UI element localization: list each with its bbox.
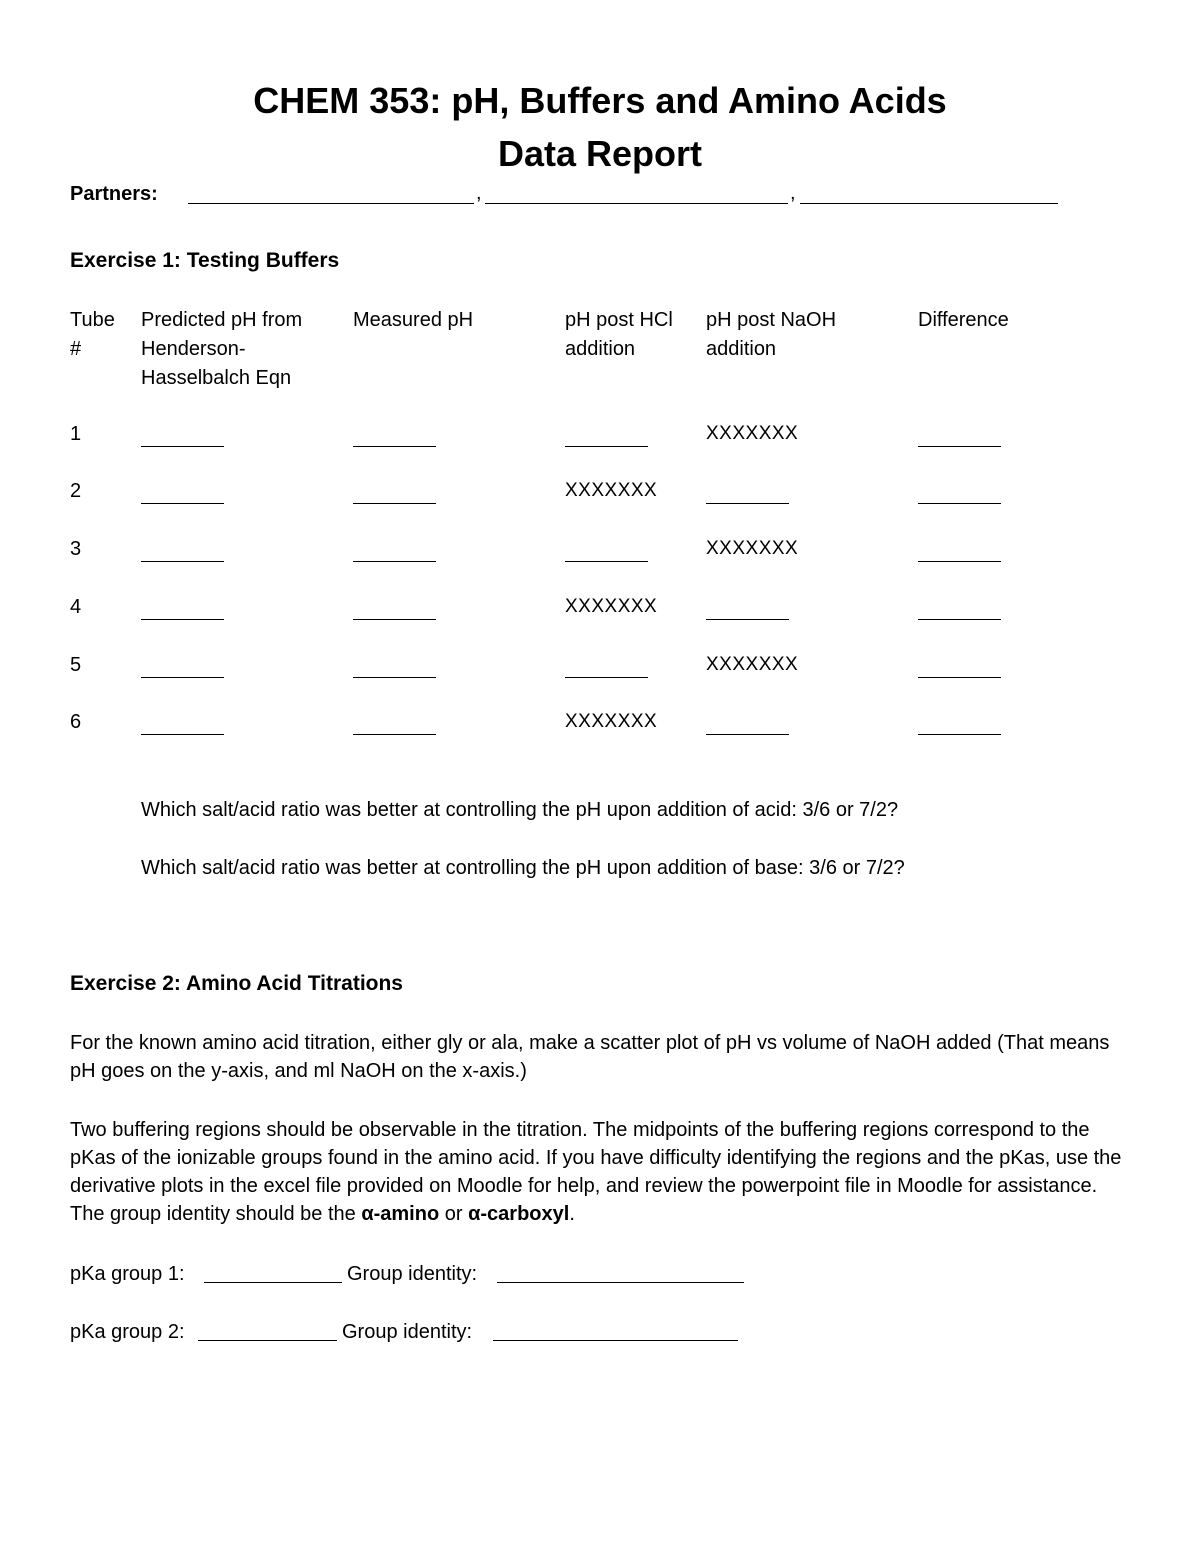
pka-group-2-field[interactable] bbox=[198, 1340, 337, 1341]
tube-number: 2 bbox=[70, 480, 82, 502]
header-difference: Difference bbox=[918, 309, 1009, 331]
header-ph-post-hcl: pH post HCl addition bbox=[565, 309, 673, 360]
partner-separator-1: , bbox=[476, 182, 482, 204]
pka-group-2-label: pKa group 2: bbox=[70, 1321, 185, 1343]
ph-post-naoh-field[interactable] bbox=[706, 734, 789, 735]
difference-field[interactable] bbox=[918, 619, 1001, 620]
header-tube: Tube # bbox=[70, 309, 115, 360]
exercise-2-heading: Exercise 2: Amino Acid Titrations bbox=[70, 972, 403, 995]
hcl-not-applicable: XXXXXXX bbox=[565, 596, 658, 617]
pka-group-1-label: pKa group 1: bbox=[70, 1263, 185, 1285]
header-measured-ph: Measured pH bbox=[353, 309, 474, 331]
predicted-ph-field[interactable] bbox=[141, 677, 224, 678]
difference-field[interactable] bbox=[918, 734, 1001, 735]
ph-post-hcl-field[interactable] bbox=[565, 561, 648, 562]
naoh-not-applicable: XXXXXXX bbox=[706, 654, 799, 675]
group-identity-2-field[interactable] bbox=[493, 1340, 738, 1341]
predicted-ph-field[interactable] bbox=[141, 619, 224, 620]
partner-2-field[interactable] bbox=[485, 203, 788, 204]
header-predicted-ph: Predicted pH from Henderson-Hasselbalch Eqn bbox=[141, 309, 303, 389]
question-base: Which salt/acid ratio was better at controlling the pH upon addition of base: 3/6 or 7/2? bbox=[141, 857, 905, 879]
tube-number: 3 bbox=[70, 538, 82, 560]
predicted-ph-field[interactable] bbox=[141, 561, 224, 562]
hcl-not-applicable: XXXXXXX bbox=[565, 711, 658, 732]
hcl-not-applicable: XXXXXXX bbox=[565, 480, 658, 501]
group-identity-2-label: Group identity: bbox=[342, 1321, 473, 1343]
partner-1-field[interactable] bbox=[188, 203, 474, 204]
difference-field[interactable] bbox=[918, 677, 1001, 678]
predicted-ph-field[interactable] bbox=[141, 446, 224, 447]
measured-ph-field[interactable] bbox=[353, 561, 436, 562]
document-subtitle: Data Report bbox=[497, 133, 703, 174]
ph-post-naoh-field[interactable] bbox=[706, 503, 789, 504]
exercise-1-heading: Exercise 1: Testing Buffers bbox=[70, 249, 340, 272]
tube-number: 1 bbox=[70, 423, 82, 445]
alpha-amino-term: α-amino bbox=[361, 1203, 440, 1225]
naoh-not-applicable: XXXXXXX bbox=[706, 423, 799, 444]
tube-number: 6 bbox=[70, 711, 82, 733]
paragraph-2-text: Two buffering regions should be observable in the titration. The midpoints of the buffering regions correspond to the pKas of the ionizable groups found in the amino acid. If you have difficulty identifying the regions and the pKas, use the derivative plots in the excel file provided on Moodle for help, and review the powerpoint file in Moodle for assistance. The group identity should be the bbox=[70, 1119, 1122, 1225]
ph-post-hcl-field[interactable] bbox=[565, 446, 648, 447]
header-ph-post-naoh: pH post NaOH addition bbox=[706, 309, 837, 360]
ph-post-hcl-field[interactable] bbox=[565, 677, 648, 678]
or-text: or bbox=[439, 1203, 469, 1225]
difference-field[interactable] bbox=[918, 446, 1001, 447]
measured-ph-field[interactable] bbox=[353, 503, 436, 504]
predicted-ph-field[interactable] bbox=[141, 503, 224, 504]
tube-number: 4 bbox=[70, 596, 82, 618]
group-identity-1-field[interactable] bbox=[497, 1282, 744, 1283]
pka-group-1-field[interactable] bbox=[204, 1282, 342, 1283]
tube-number: 5 bbox=[70, 654, 82, 676]
measured-ph-field[interactable] bbox=[353, 446, 436, 447]
period: . bbox=[569, 1203, 575, 1225]
document-title: CHEM 353: pH, Buffers and Amino Acids bbox=[253, 80, 947, 121]
measured-ph-field[interactable] bbox=[353, 619, 436, 620]
partner-3-field[interactable] bbox=[800, 203, 1058, 204]
measured-ph-field[interactable] bbox=[353, 677, 436, 678]
partner-separator-2: , bbox=[790, 182, 796, 204]
exercise-2-paragraph-2 bbox=[70, 1116, 1132, 1228]
group-identity-1-label: Group identity: bbox=[347, 1263, 478, 1285]
difference-field[interactable] bbox=[918, 503, 1001, 504]
measured-ph-field[interactable] bbox=[353, 734, 436, 735]
predicted-ph-field[interactable] bbox=[141, 734, 224, 735]
difference-field[interactable] bbox=[918, 561, 1001, 562]
exercise-2-paragraph-1: For the known amino acid titration, either gly or ala, make a scatter plot of pH vs volume of NaOH added (That means pH goes on the y-axis, and ml NaOH on the x-axis.) bbox=[70, 1032, 1110, 1082]
ph-post-naoh-field[interactable] bbox=[706, 619, 789, 620]
question-acid: Which salt/acid ratio was better at controlling the pH upon addition of acid: 3/6 or 7/2? bbox=[141, 799, 899, 821]
alpha-carboxyl-term: α-carboxyl bbox=[468, 1203, 570, 1225]
partners-label: Partners: bbox=[70, 183, 158, 205]
naoh-not-applicable: XXXXXXX bbox=[706, 538, 799, 559]
